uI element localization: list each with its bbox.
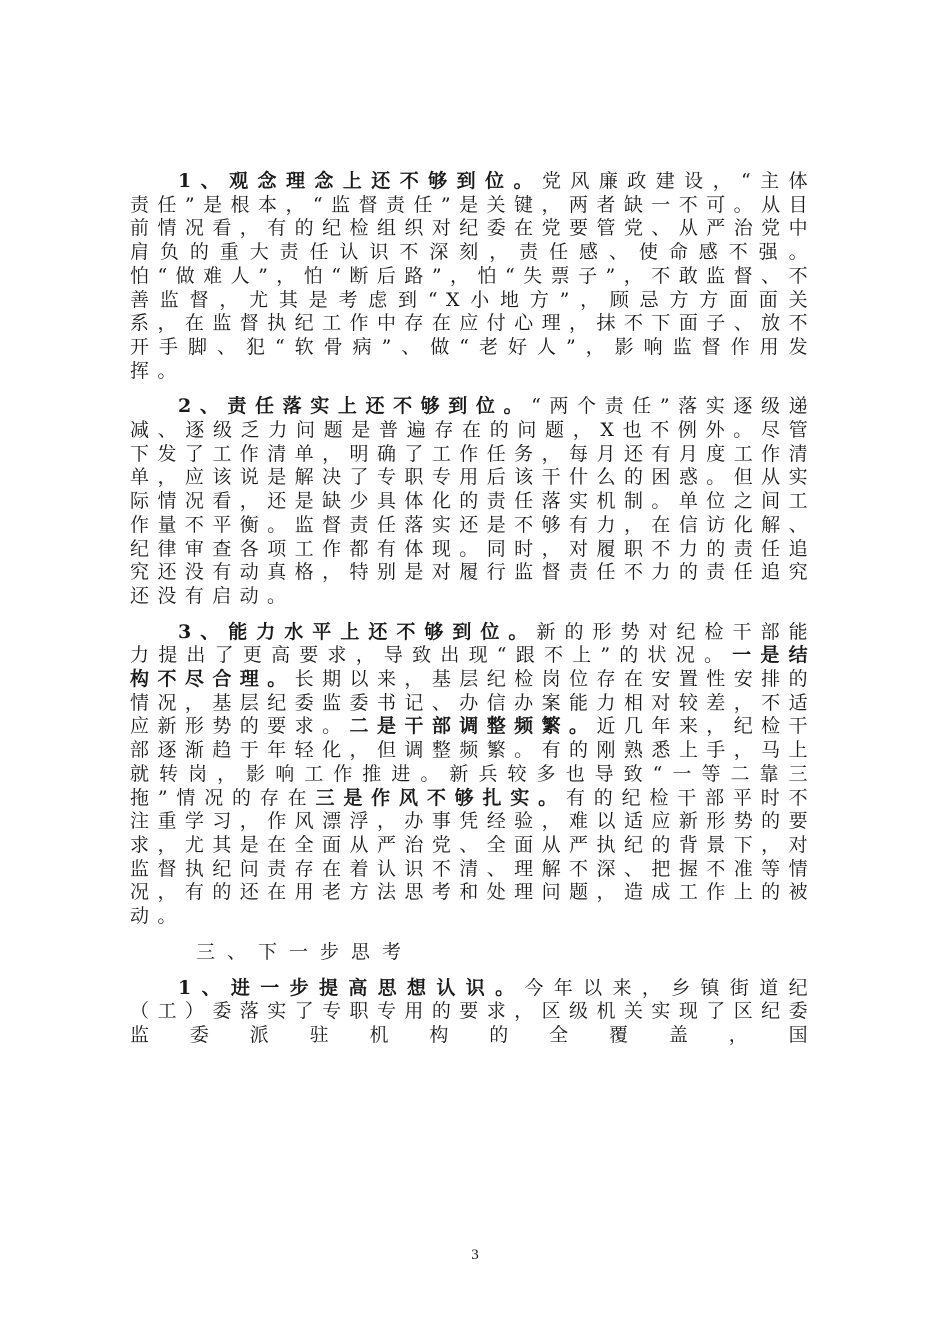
- paragraph-3-text-b: 长期以来，基层纪检岗位存在安置性安排的情况，基层纪委监委书记、办信办案能力相对较差，不适应新形势的要求。: [130, 668, 816, 738]
- paragraph-3-text-d: 有的纪检干部平时不注重学习，作风漂浮，办事凭经验，难以适应新形势的要求，尤其是在全面从严治党、全面从严执纪的背景下，对监督执纪问责存在着认识不清、理解不深、把握不准等情况，有的还在用老方法思考和处理问题，造成工作上的被动。: [130, 786, 816, 928]
- paragraph-3: [130, 621, 816, 929]
- section-heading: 三、下一步思考: [196, 940, 414, 963]
- paragraph-3-text-a: 新的形势对纪检干部能力提出了更高要求，导致出现“跟不上”的状况。: [130, 620, 816, 667]
- paragraph-1: [130, 170, 816, 383]
- page-number: 3: [471, 1247, 479, 1263]
- paragraph-1-lead: 1、观念理念上还不够到位。: [178, 170, 542, 192]
- paragraph-2-lead: 2、责任落实上还不够到位。: [178, 395, 532, 418]
- paragraph-4: [130, 977, 816, 1048]
- paragraph-3-text-c: 近几年来，纪检干部逐渐趋于年轻化，但调整频繁。有的刚熟悉上手，马上就转岗，影响工作推进。新兵较多也导致“一等二靠三拖”情况的存在: [130, 715, 817, 809]
- paragraph-1-body: 党风廉政建设，“主体责任”是根本，“监督责任”是关键，两者缺一不可。从目前情况看，有的纪检组织对纪委在党要管党、从严治党中肩负的重大责任认识不深刻，责任感、使命感不强。怕“做难人”，怕“断后路”，怕“失票子”，不敢监督、不善监督，尤其是考虑到“X小地方”，顾忌方方面面关系，在监督执纪工作中存在应付心理，抹不下面子、放不开手脚、犯“软骨病”、做“老好人”，影响监督作用发挥。: [130, 170, 817, 382]
- paragraph-4-body: 今年以来，乡镇街道纪（工）委落实了专职专用的要求，区级机关实现了区纪委监委派驻机构的全覆盖，国: [130, 976, 816, 1046]
- paragraph-3-lead: 3、能力水平上还不够到位。: [178, 620, 537, 643]
- point-two-heading: 二是干部调整频繁。: [349, 715, 597, 738]
- paragraph-2-body: “两个责任”落实逐级递减、逐级乏力问题是普遍存在的问题，X也不例外。尽管下发了工作清单，明确了工作任务，每月还有月度工作清单，应该说是解决了专职专用后该干什么的困惑。但从实际情况看，还是缺少具体化的责任落实机制。单位之间工作量不平衡。监督责任落实还是不够有力，在信访化解、纪律审查各项工作都有体现。同时，对履职不力的责任追究还没有动真格，特别是对履行监督责任不力的责任追究还没有启动。: [130, 395, 817, 607]
- point-one-heading: 一是结构不尽合理。: [130, 644, 817, 691]
- page-content: [130, 170, 816, 1048]
- paragraph-4-lead: 1、进一步提高思想认识。: [178, 976, 525, 999]
- point-three-heading: 三是作风不够扎实。: [315, 786, 566, 809]
- paragraph-2: [130, 395, 816, 608]
